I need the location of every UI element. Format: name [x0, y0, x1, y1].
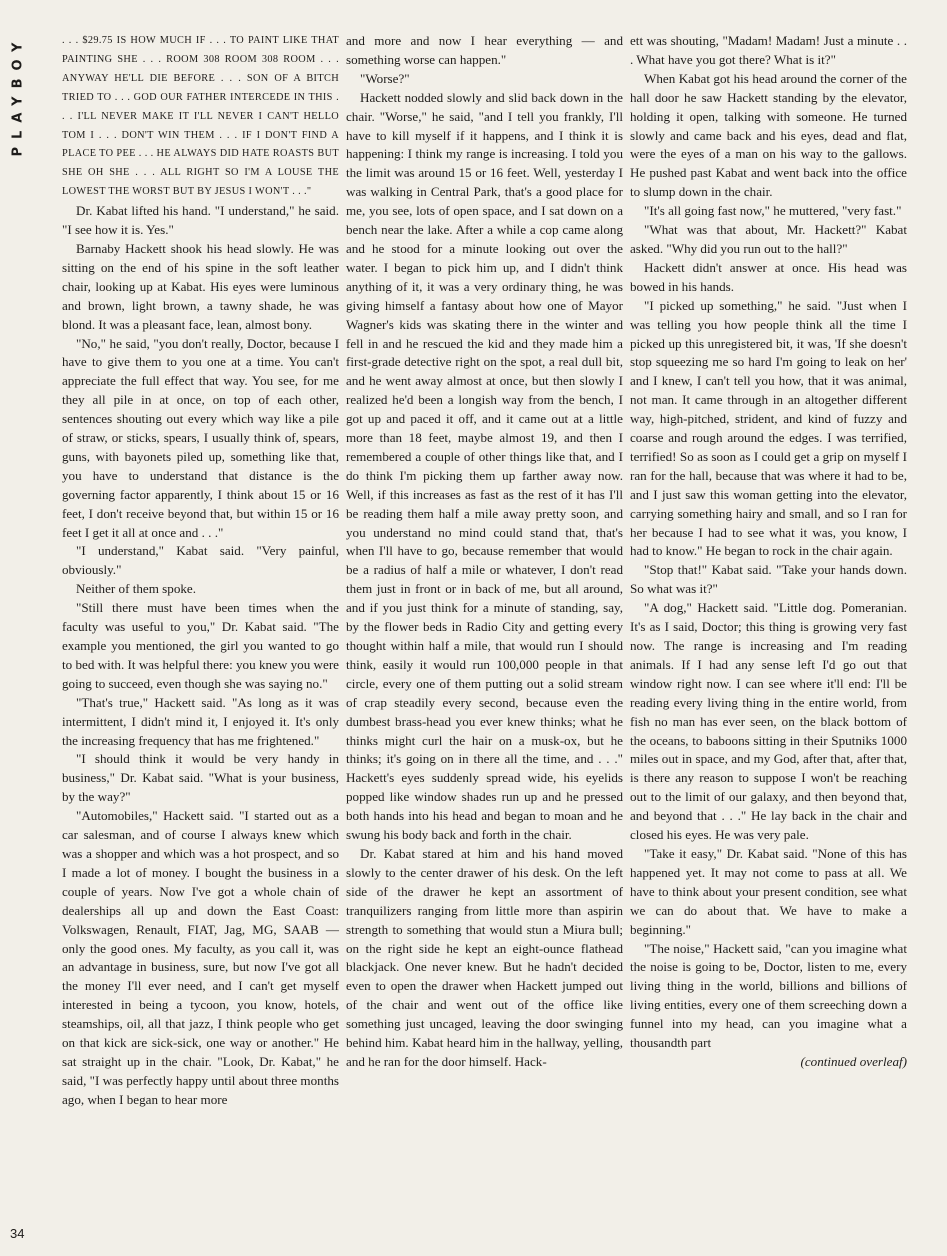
column-2 [346, 32, 623, 1072]
paragraph: and more and now I hear everything — and something worse can happen." [346, 33, 623, 67]
paragraph: "The noise," Hackett said, "can you imagine what the noise is going to be, Doctor, listen to me, every living thing in the world, billions and billions of living entities, every one of them screeching down a funnel into my head, can you imagine what a thousandth part [630, 940, 907, 1051]
paragraph: "What was that about, Mr. Hackett?" Kabat asked. "Why did you run out to the hall?" [630, 222, 907, 256]
paragraph: Dr. Kabat lifted his hand. "I understand," he said. "I see how it is. Yes." [62, 203, 339, 238]
paragraph: "It's all going fast now," he muttered, "very fast." [644, 203, 902, 219]
paragraph: "I understand," Kabat said. "Very painful, obviously." [62, 543, 339, 578]
paragraph: "No," he said, "you don't really, Doctor, because I have to give them to you one at a time. You can't appreciate the full effect that way. You see, for me they all pile in at once, on top of each other, sentences shouting out every which way like a pile of straw, or sticks, spears, I usually think of, spears, guns, with bayonets piled up, something like that, you have to understand that distance is the governing factor apparently, I think about 15 or 16 feet, I don't receive beyond that, but within 15 or 16 feet I get it all at once and . . ." [62, 335, 339, 540]
paragraph: "Stop that!" Kabat said. "Take your hands down. So what was it?" [630, 562, 907, 597]
paragraph: Barnaby Hackett shook his head slowly. He was sitting on the end of his spine in the soft leather chair, looking up at Kabat. His eyes were luminous and brown, light brown, a tawny shade, he was blond. It was a pleasant face, lean, almost bony. [62, 240, 339, 332]
column-3 [630, 32, 907, 1072]
continued-note: (continued overleaf) [800, 1053, 907, 1069]
paragraph: When Kabat got his head around the corner of the hall door he saw Hackett standing by the elevator, holding it open, talking with someone. He turned slowly and came back and his eyes, dead and flat, were the eyes of a man on his way to the gallows. He pushed past Kabat and went back into the office to slump down in the chair. [630, 70, 907, 200]
magazine-name: PLAYBOY [10, 34, 26, 156]
paragraph: "Automobiles," Hackett said. "I started out as a car salesman, and of course I always knew which was a shopper and which was a hot prospect, and so I made a lot of money. I bought the business in a couple of years. Now I've got a whole chain of dealerships all up and down the East Coast: Volkswagen, Renault, FIAT, Jag, MG, SAAB — only the good ones. My faculty, as you call it, was an advantage in business, sure, but now I've got all the money I'll ever need, and I can't get myself interested in being a tycoon, you know, hotels, steamships, oil, all that jazz, I think people who get on that kick are sick-sick, one way or another." He sat straight up in the chair. "Look, Dr. Kabat," he said, "I was perfectly happy until about three months ago, when I began to hear more [62, 808, 339, 1107]
paragraph: "Worse?" [360, 70, 410, 86]
paragraph: "A dog," Hackett said. "Little dog. Pomeranian. It's as I said, Doctor; this thing is growing very fast now. The range is increasing and I'm reading animals. If I had any sense left I'd go out that window right now. I can see where it'll end: I'll be reading every living thing in the entire world, from fish no man has ever seen, on the black bottom of the oceans, to baboons sitting in their Sputniks 1000 miles out in space, and my God, after that, after that, is there any reason to suppose I won't be reaching out to the limit of our galaxy, and then beyond that, and beyond that . . ." He lay back in the chair and closed his eyes. He was very pale. [630, 600, 907, 843]
paragraph: "Take it easy," Dr. Kabat said. "None of this has happened yet. It may not come to pass at all. We have to think about your present condition, see what we can do about that. We have to make a beginning." [630, 845, 907, 937]
paragraph: "That's true," Hackett said. "As long as it was intermittent, I didn't mind it, I enjoyed it. It's only the increasing frequency that has me frightened." [62, 694, 339, 748]
paragraph: Neither of them spoke. [76, 581, 196, 597]
paragraph: Hackett nodded slowly and slid back down in the chair. "Worse," he said, "and I tell you frankly, I'll have to kill myself if it happens, and I think it is happening: I think my range is increasing. I told you the limit was around 15 or 16 feet. Well, yesterday I was walking in Central Park, that's a good place for me, you see, lots of open space, and I sat down on a bench near the lake. After a while a cop came along and he stood for a minute looking out over the water. I began to pick him up, and I didn't think anything of it, it was a very ordinary thing, he was giving himself a fantasy about how one of Mayor Wagner's kids was skating there in the winter and fell in and he rescued the kid and they made him a first-grade detective right on the spot, a real dull bit, and he went away almost at once, but then slowly I realized he'd been a longish way from the bench, I got up and paced it off, and it came out at a little more than 18 feet, maybe almost 19, and then I remembered a couple of other things like that, and I do think I'm picking them up farther away now. Well, if this increases as fast as the rest of it has I'll be reading them half a mile away pretty soon, and you understand no mind could stand that, that's when I'll have to go, because remember that would be a radius of half a mile or whatever, I don't read them just in front or in back of me, but all around, and if you just think for a minute of standing, say, by the flower beds in Radio City and getting every thought within half a mile, that would run I should think, easily it would run 100,000 people in that circle, every one of them putting out a solid stream of crap steadily every second, because even the dumbest brass-head you ever knew thinks; what he thinks might curl the hair on a musk-ox, but he thinks; it's going on in there all the time, and . . ." Hackett's eyes suddenly spread wide, his eyelids popped like window shades run up and he pressed both hands into his head and began to moan and he swung his body back and forth in the chair. [346, 89, 623, 843]
paragraph: Dr. Kabat stared at him and his hand moved slowly to the center drawer of his desk. On the left side of the drawer he kept an assortment of tranquilizers ranging from little more than aspirin strength to something that would stun a Miura bull; on the right side he kept an eight-ounce flathead blackjack. One never knew. But he hadn't decided even to open the drawer when Hackett jumped out of the chair and went out of the office like something just uncaged, leaving the door swinging behind him. Kabat heard him in the hallway, yelling, and he ran for the door himself. Hack- [346, 845, 623, 1069]
paragraph: "I should think it would be very handy in business," Dr. Kabat said. "What is your business, by the way?" [62, 751, 339, 805]
column-1 [62, 32, 339, 1110]
paragraph: ett was shouting, "Madam! Madam! Just a minute . . . What have you got there? What is it?" [630, 33, 907, 67]
paragraph: Hackett didn't answer at once. His head was bowed in his hands. [630, 259, 907, 294]
paragraph: . . . $29.75 IS HOW MUCH IF . . . TO PAINT LIKE THAT PAINTING SHE . . . ROOM 308 ROOM 308 ROOM . . . ANYWAY HE'LL DIE BEFORE . . . SON OF A BITCH TRIED TO . . . GOD OUR FATHER INTERCEDE IN THIS . . . I'LL NEVER MAKE IT I'LL NEVER I CAN'T HELLO TOM I . . . DON'T WIN THEM . . . IF I DON'T FIND A PLACE TO PEE . . . HE ALWAYS DID HATE ROASTS BUT SHE OH SHE . . . ALL RIGHT SO I'M A LOUSE THE LOWEST THE WORST BUT BY JESUS I WON'T . . ." [62, 35, 339, 198]
paragraph: "I picked up something," he said. "Just when I was telling you how people think all the time I picked up this unregistered bit, it was, 'If she doesn't stop squeezing me so hard I'm going to leak on her' and I knew, I can't tell you how, that it was animal, not man. It came through in an altogether different way, high-pitched, strident, and kind of fuzzy and coarse and rough around the edges. I was terrified, terrified! So as soon as I could get a grip on myself I ran for the hall, because that was where it had to be, and I just saw this woman getting into the elevator, carrying something hairy and small, and so I ran for her because I had to see what it was, you know, I had to know." He began to rock in the chair again. [630, 297, 907, 559]
paragraph: "Still there must have been times when the faculty was useful to you," Dr. Kabat said. "The example you mentioned, the girl you wanted to go to bed with. It was helpful there: you knew you were going to succeed, even though she was saying no." [62, 600, 339, 691]
page-number: 34 [10, 1226, 25, 1241]
magazine-logo [6, 34, 30, 156]
